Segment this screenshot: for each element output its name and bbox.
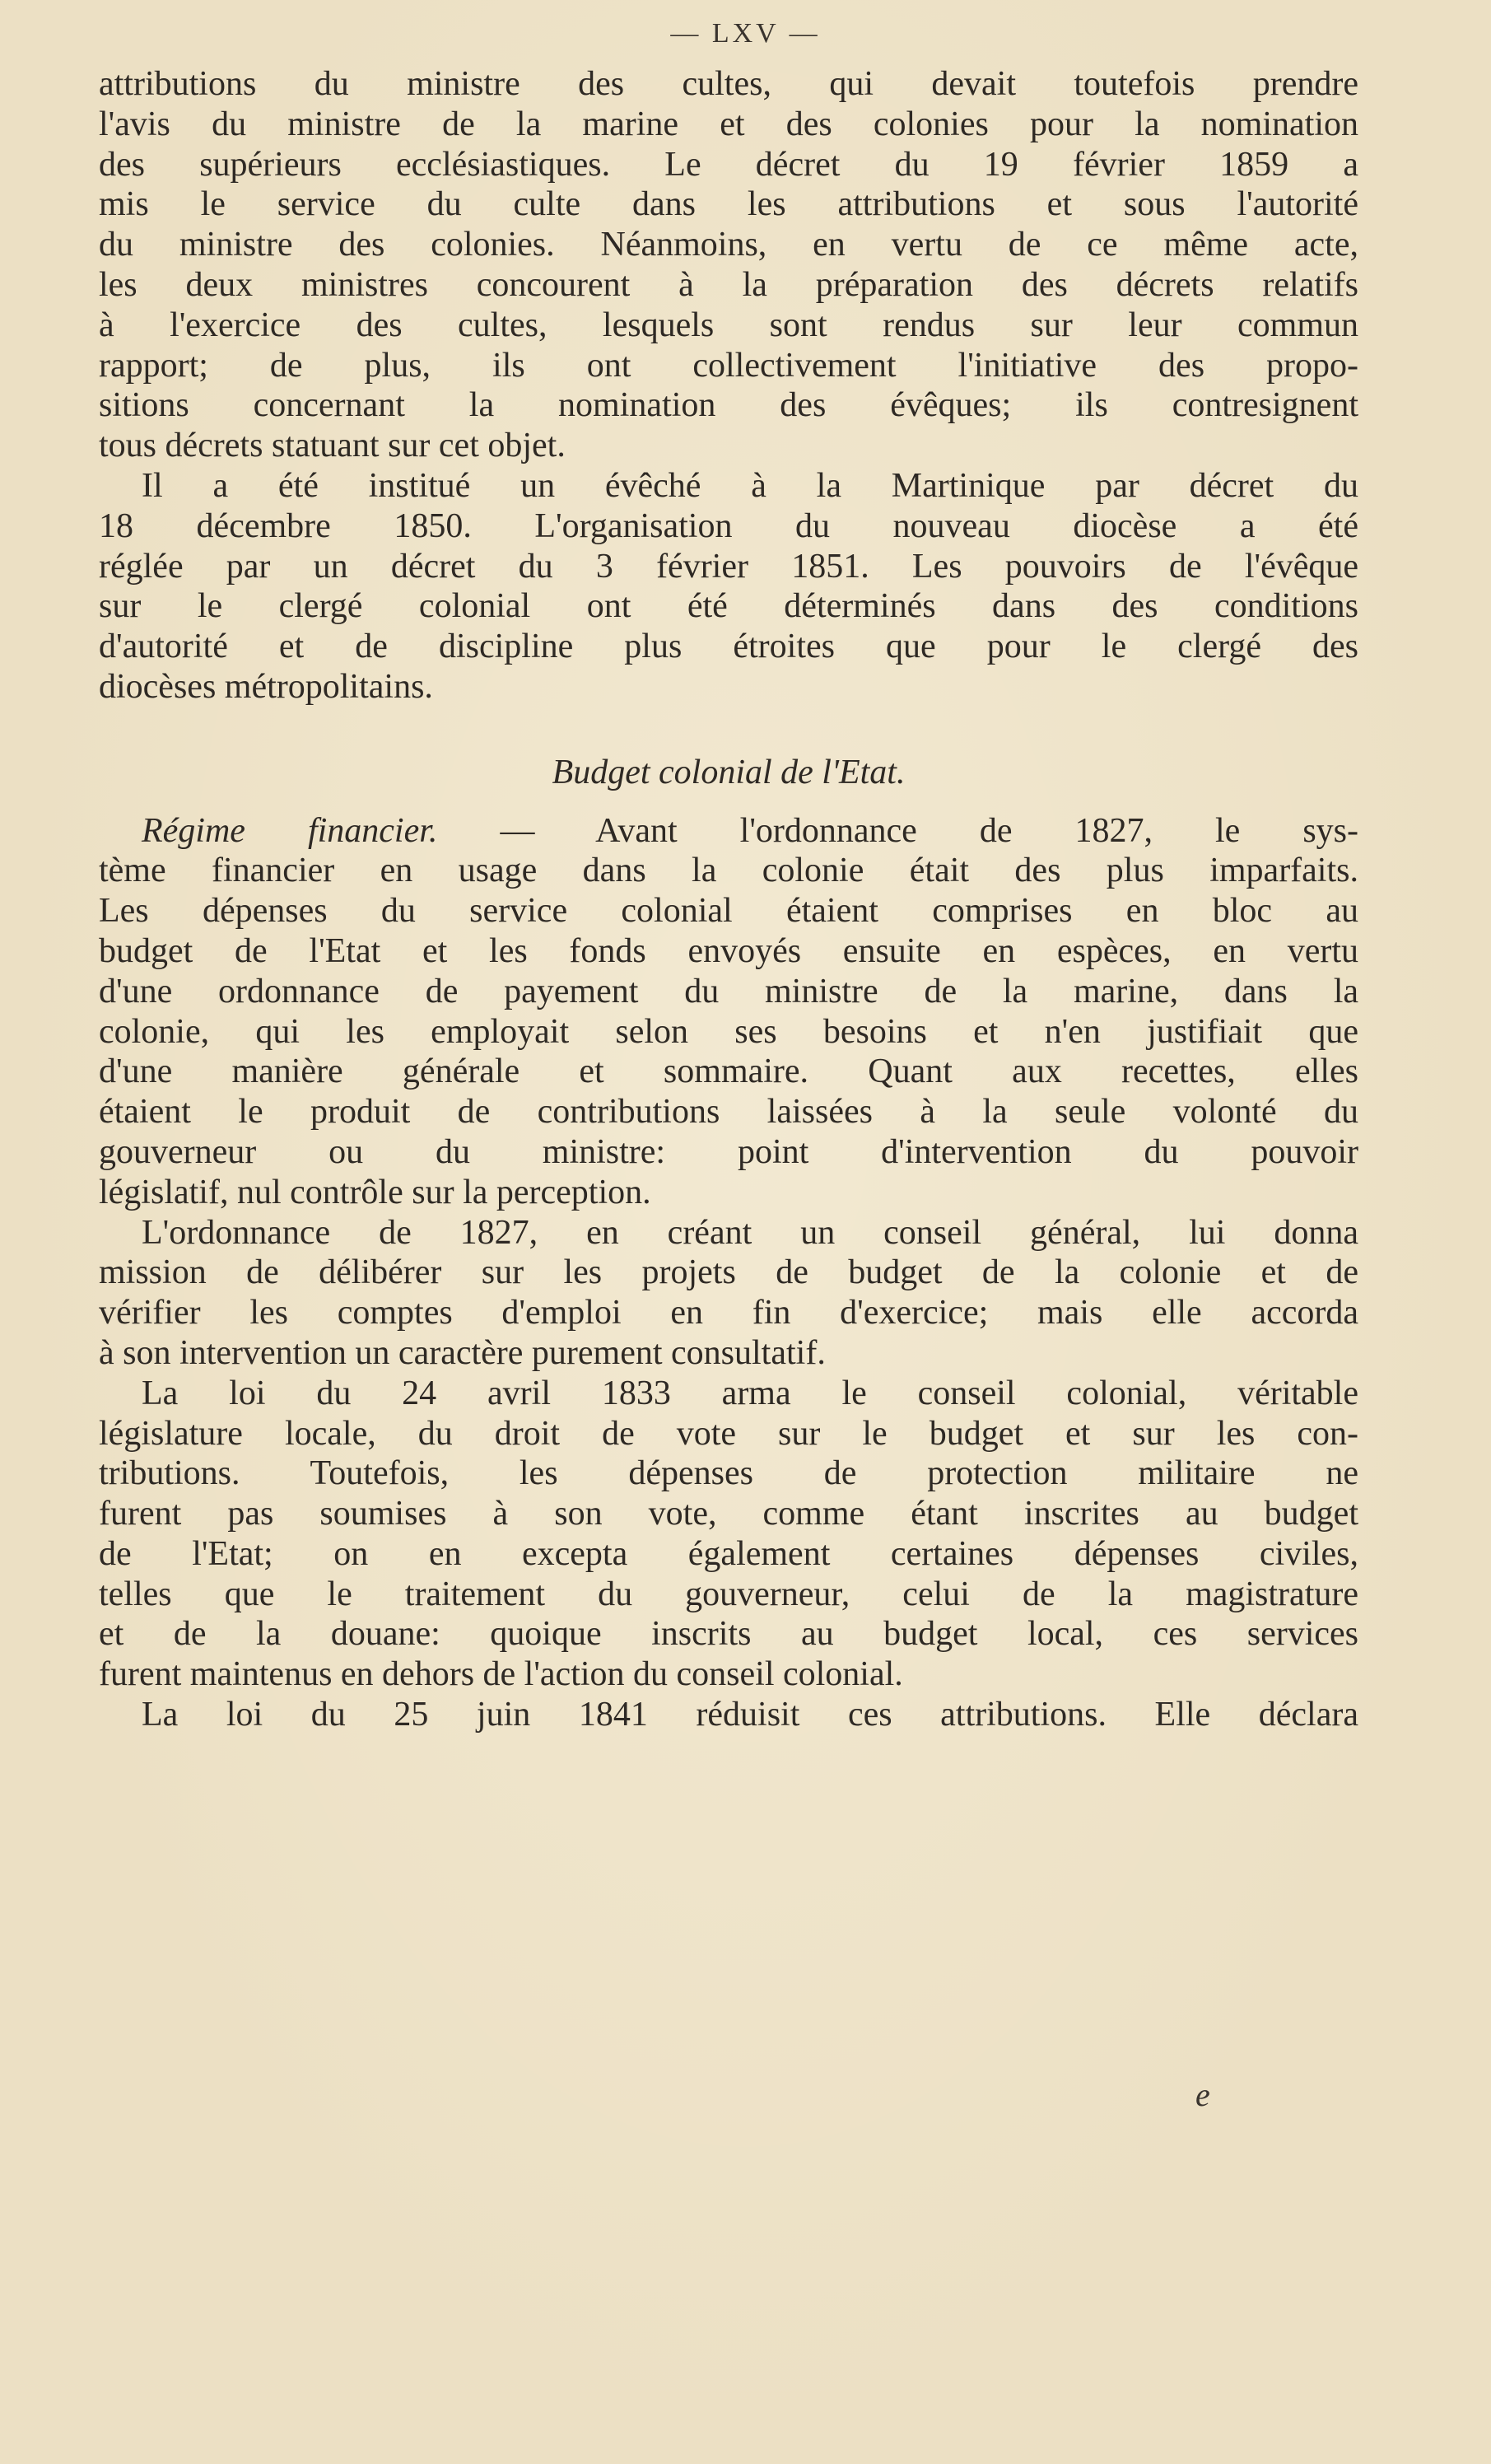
text-line: législature locale, du droit de vote sur le budget et sur les con- xyxy=(99,1414,1358,1453)
text-line: mis le service du culte dans les attributions et sous l'autorité xyxy=(99,185,1358,224)
text-line: sitions concernant la nomination des évêques; ils contresignent xyxy=(99,386,1358,425)
run-in-heading: Régime financier. xyxy=(142,811,438,850)
paragraph-eveche xyxy=(99,466,1358,707)
text-line: les deux ministres concourent à la préparation des décrets relatifs xyxy=(99,265,1358,304)
paragraph-ordonnance-1827 xyxy=(99,1213,1358,1374)
text-line: 18 décembre 1850. L'organisation du nouveau diocèse a été xyxy=(99,506,1358,545)
text-line: du ministre des colonies. Néanmoins, en vertu de ce même acte, xyxy=(99,226,1358,264)
body-text xyxy=(99,64,1358,1735)
text-line: réglée par un décret du 3 février 1851. Les pouvoirs de l'évêque xyxy=(99,547,1358,586)
text-line: législatif, nul contrôle sur la perception. xyxy=(99,1173,651,1211)
text-line: et de la douane: quoique inscrits au budget local, ces services xyxy=(99,1615,1358,1654)
text-line: rapport; de plus, ils ont collectivement l'initiative des propo- xyxy=(99,346,1358,385)
text-line: d'une manière générale et sommaire. Quant aux recettes, elles xyxy=(99,1052,1358,1091)
text-line: sur le clergé colonial ont été déterminés dans des conditions xyxy=(99,587,1358,626)
running-head: — LXV — xyxy=(670,18,821,49)
text-line: La loi du 25 juin 1841 réduisit ces attributions. Elle déclara xyxy=(142,1696,1358,1734)
text-line: gouverneur ou du ministre: point d'intervention du pouvoir xyxy=(99,1132,1358,1171)
text-line: tous décrets statuant sur cet objet. xyxy=(99,427,566,465)
signature-mark: e xyxy=(1195,2076,1210,2113)
text-line: Les dépenses du service colonial étaient comprises en bloc au xyxy=(99,892,1358,931)
text-line: l'avis du ministre de la marine et des colonies pour la nomination xyxy=(99,105,1358,143)
text-line: La loi du 24 avril 1833 arma le conseil colonial, véritable xyxy=(142,1374,1358,1412)
text-line: de l'Etat; on en excepta également certaines dépenses civiles, xyxy=(99,1534,1358,1573)
text-line: attributions du ministre des cultes, qui devait toutefois prendre xyxy=(99,65,1358,103)
paragraph-loi-1841 xyxy=(99,1695,1358,1735)
text-line: tributions. Toutefois, les dépenses de protection militaire ne xyxy=(99,1454,1358,1493)
text-line: à l'exercice des cultes, lesquels sont rendus sur leur commun xyxy=(99,306,1358,344)
text-line: budget de l'Etat et les fonds envoyés ensuite en espèces, en vertu xyxy=(99,931,1358,970)
text-line: mission de délibérer sur les projets de budget de la colonie et de xyxy=(99,1253,1358,1292)
text-line: furent maintenus en dehors de l'action du conseil colonial. xyxy=(99,1655,903,1694)
text-run: — Avant l'ordonnance de 1827, le sys- xyxy=(437,811,1358,850)
text-line: tème financier en usage dans la colonie était des plus imparfaits. xyxy=(99,852,1358,890)
text-line xyxy=(99,811,1358,852)
paragraph-loi-1833 xyxy=(99,1374,1358,1695)
text-line: diocèses métropolitains. xyxy=(99,667,433,706)
text-line: étaient le produit de contributions laissées à la seule volonté du xyxy=(99,1093,1358,1132)
text-line: L'ordonnance de 1827, en créant un conseil général, lui donna xyxy=(142,1213,1358,1252)
paragraph-cultes xyxy=(99,64,1358,466)
text-line: à son intervention un caractère purement consultatif. xyxy=(99,1333,826,1372)
text-line: furent pas soumises à son vote, comme étant inscrites au budget xyxy=(99,1495,1358,1533)
text-line: des supérieurs ecclésiastiques. Le décret du 19 février 1859 a xyxy=(99,145,1358,184)
text-line: d'autorité et de discipline plus étroites que pour le clergé des xyxy=(99,628,1358,666)
text-line: vérifier les comptes d'emploi en fin d'exercice; mais elle accorda xyxy=(99,1294,1358,1332)
paragraph-regime-financier xyxy=(99,811,1358,1213)
text-line: telles que le traitement du gouverneur, celui de la magistrature xyxy=(99,1575,1358,1613)
text-line: Il a été institué un évêché à la Martinique par décret du xyxy=(142,466,1358,505)
section-heading: Budget colonial de l'Etat. xyxy=(552,753,906,791)
text-line: d'une ordonnance de payement du ministre de la marine, dans la xyxy=(99,972,1358,1010)
text-line: colonie, qui les employait selon ses besoins et n'en justifiait que xyxy=(99,1012,1358,1051)
